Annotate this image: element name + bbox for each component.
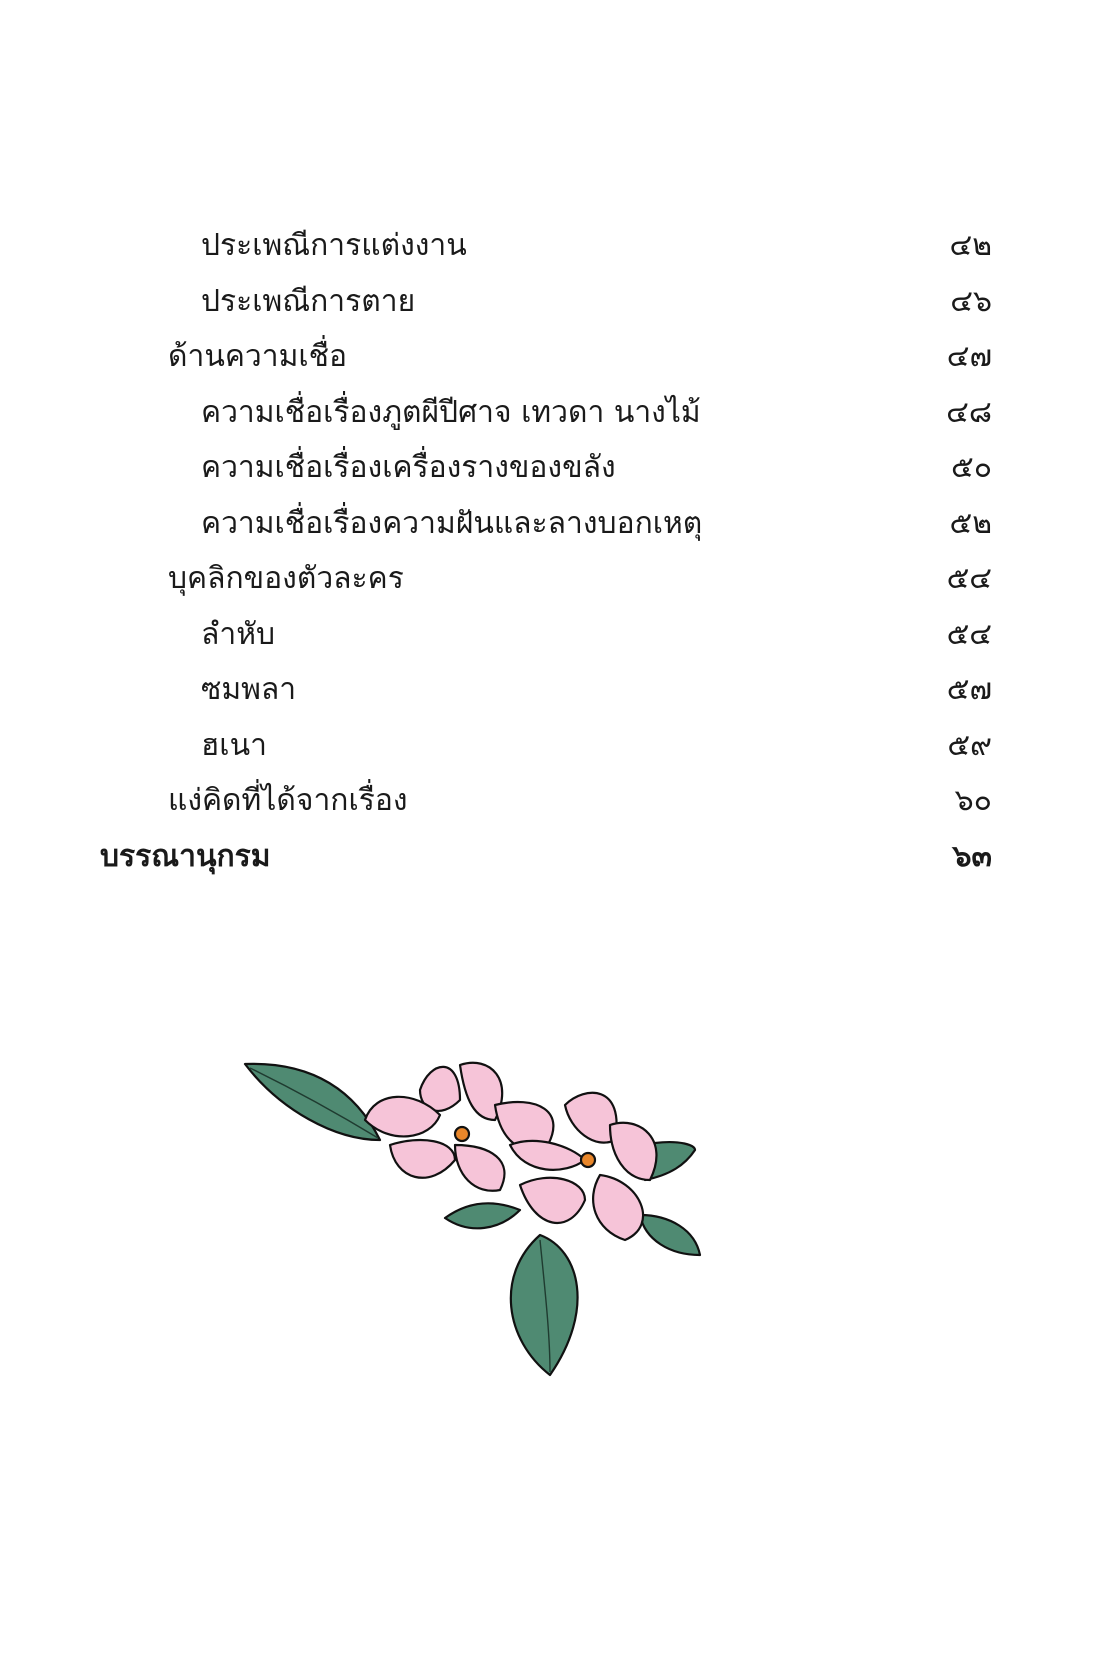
toc-entry-page: ๔๘ [946,394,992,430]
toc-entry [0,226,1102,282]
toc-entry-page: ๕๙ [947,727,992,763]
toc-entry-title: ลำหับ [201,616,276,652]
table-of-contents [0,226,1102,892]
toc-entry-title: ฮเนา [201,727,267,763]
toc-entry-title: ความเชื่อเรื่องความฝันและลางบอกเหตุ [201,505,703,541]
toc-entry-page: ๔๗ [946,339,992,374]
toc-entry [0,559,1102,615]
toc-entry [0,615,1102,671]
toc-entry-title: บรรณานุกรม [100,838,271,874]
toc-entry [0,670,1102,726]
toc-entry [0,781,1102,837]
toc-entry-title: แง่คิดที่ได้จากเรื่อง [168,783,408,818]
toc-entry [0,337,1102,393]
toc-entry-page: ๕๔ [946,561,992,596]
toc-entry-title: ประเพณีการแต่งงาน [201,228,467,263]
toc-entry-title: ซมพลา [201,672,297,707]
toc-entry-page: ๔๖ [950,283,992,319]
toc-entry [0,504,1102,560]
toc-entry-title: ความเชื่อเรื่องภูตผีปีศาจ เทวดา นางไม้ [201,394,701,430]
toc-entry [0,393,1102,449]
toc-entry-page: ๕๒ [949,505,992,541]
toc-entry-page: ๕๐ [950,450,992,485]
toc-entry-page: ๔๒ [949,228,992,263]
toc-entry [0,448,1102,504]
toc-entry [0,726,1102,782]
toc-entry-page: ๖๓ [952,838,992,874]
toc-entry-page: ๖๐ [954,783,992,818]
toc-entry-title: ความเชื่อเรื่องเครื่องรางของขลัง [201,450,616,485]
toc-entry-bibliography [0,837,1102,893]
flower-bouquet-icon [240,1050,740,1400]
toc-entry-title: ด้านความเชื่อ [168,339,348,374]
toc-entry-title: บุคลิกของตัวละคร [168,561,404,596]
toc-entry-page: ๕๔ [946,616,992,652]
toc-entry-page: ๕๗ [946,672,992,707]
toc-entry-title: ประเพณีการตาย [201,283,416,319]
toc-entry [0,282,1102,338]
